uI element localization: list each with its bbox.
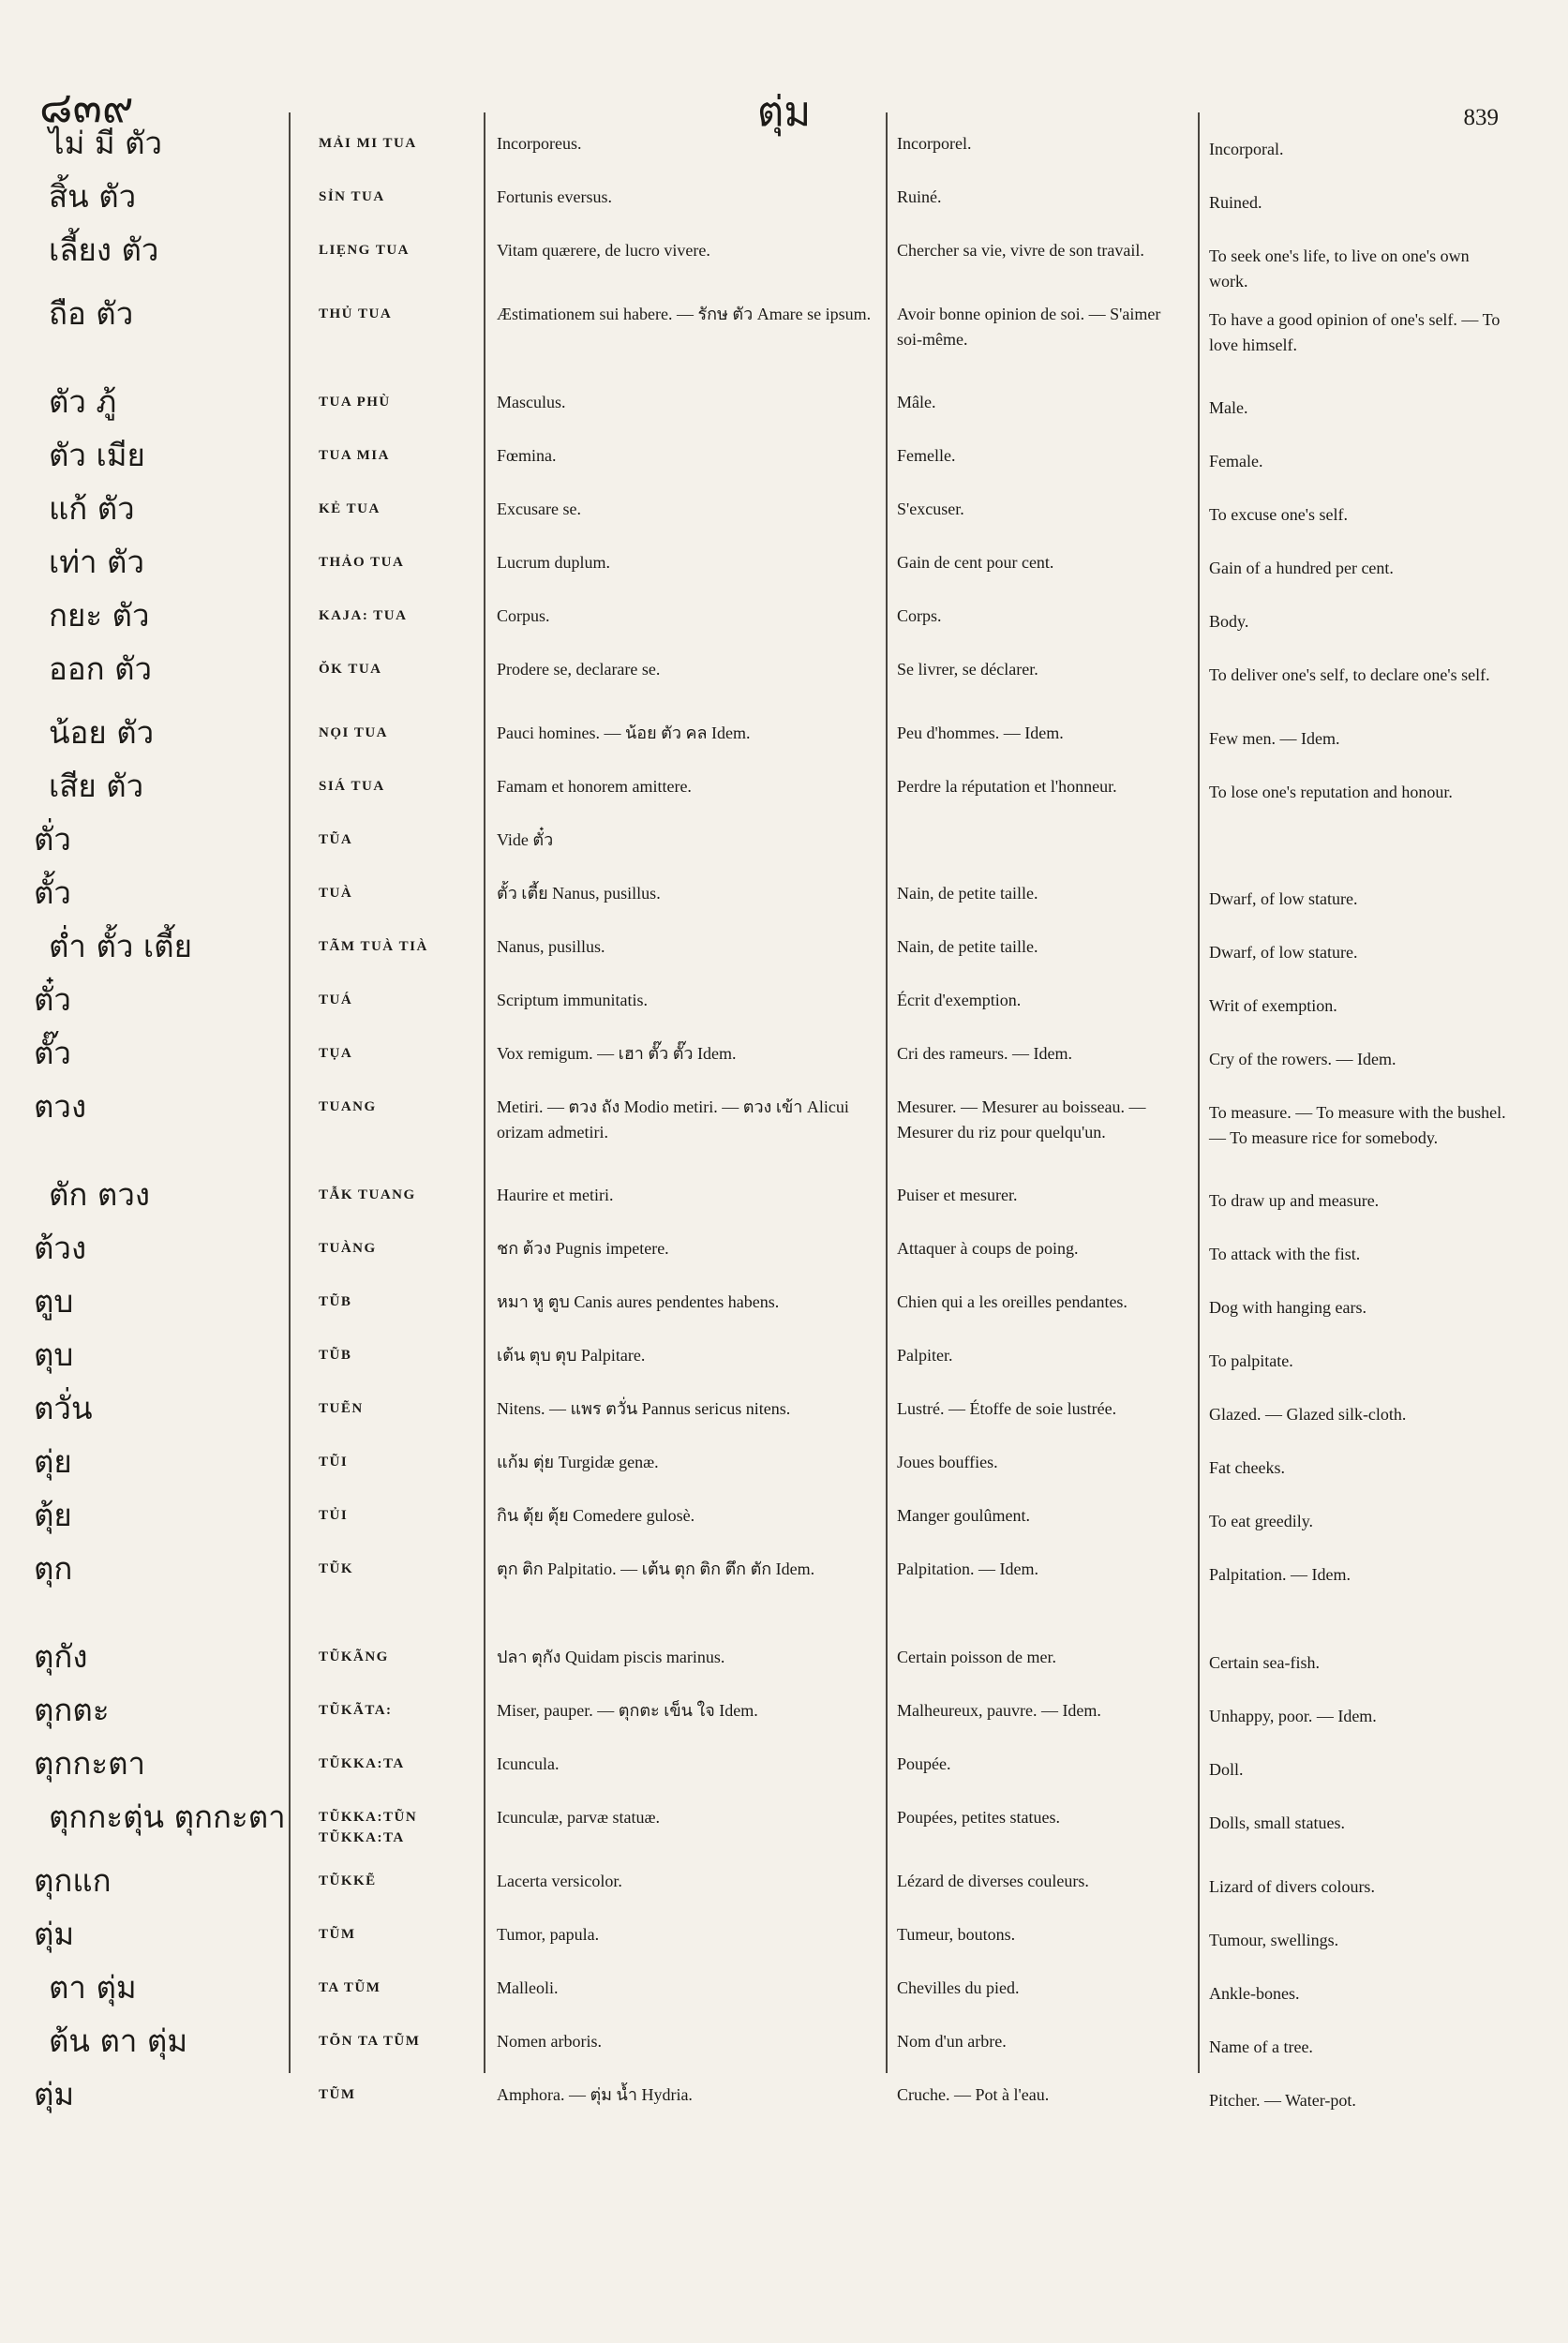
latin-definition: Pauci homines. — น้อย ตัว คล Idem.	[497, 724, 751, 742]
english-definition: Ankle-bones.	[1209, 1984, 1300, 2003]
latin-definition: Fortunis eversus.	[497, 187, 612, 206]
thai-headword: ตั๋ว	[34, 981, 71, 1018]
entry-row	[0, 294, 1568, 382]
english-definition: To eat greedily.	[1209, 1512, 1314, 1530]
english-definition: Female.	[1209, 452, 1263, 470]
entry-row	[0, 2022, 1568, 2075]
romanization: THỦ TUA	[319, 306, 393, 321]
latin-definition: ตั้ว เตี้ย Nanus, pusillus.	[497, 884, 661, 903]
romanization: TUẼN	[319, 1401, 364, 1416]
entry-row	[0, 1336, 1568, 1389]
entry-row	[0, 1229, 1568, 1282]
english-definition: Unhappy, poor. — Idem.	[1209, 1707, 1377, 1725]
latin-definition: กิน ตุ้ย ตุ้ย Comedere gulosè.	[497, 1506, 695, 1525]
english-definition: To deliver one's self, to declare one's self.	[1209, 665, 1490, 684]
french-definition: Manger goulûment.	[897, 1506, 1030, 1525]
french-definition: Écrit d'exemption.	[897, 991, 1022, 1009]
latin-definition: Corpus.	[497, 606, 550, 625]
english-definition: Pitcher. — Water-pot.	[1209, 2091, 1356, 2110]
entry-row	[0, 1442, 1568, 1496]
latin-definition: Miser, pauper. — ตุกตะ เข็น ใจ Idem.	[497, 1701, 758, 1720]
entry-row	[0, 124, 1568, 177]
english-definition: Certain sea-fish.	[1209, 1653, 1320, 1672]
romanization: TŨKKẼ	[319, 1873, 377, 1888]
french-definition: Poupée.	[897, 1754, 951, 1773]
thai-headword: กยะ ตัว	[49, 597, 150, 634]
romanization: TŨM	[319, 2087, 356, 2102]
latin-definition: Scriptum immunitatis.	[497, 991, 648, 1009]
thai-headword: ตุกกะตุ่น ตุกกะตา	[49, 1798, 286, 1835]
english-definition: Ruined.	[1209, 193, 1262, 212]
romanization: TŨA	[319, 832, 353, 847]
english-definition: To excuse one's self.	[1209, 505, 1348, 524]
entry-row	[0, 713, 1568, 767]
thai-headword: ตุกตะ	[34, 1692, 110, 1728]
latin-definition: Lucrum duplum.	[497, 553, 610, 572]
latin-definition: เต้น ตุบ ตุบ Palpitare.	[497, 1346, 646, 1365]
french-definition: Nain, de petite taille.	[897, 937, 1038, 956]
entry-row	[0, 2075, 1568, 2128]
latin-definition: Icuncula.	[497, 1754, 560, 1773]
romanization: TUÀNG	[319, 1241, 377, 1256]
english-definition: To measure. — To measure with the bushel. — To measure rice for somebody.	[1209, 1103, 1506, 1147]
english-definition: To seek one's life, to live on one's own work.	[1209, 246, 1470, 291]
entry-row	[0, 1175, 1568, 1229]
romanization: KẺ TUA	[319, 501, 381, 516]
thai-headword: ตุ้ย	[34, 1497, 72, 1533]
romanization: TÃM TUÀ TIÀ	[319, 939, 428, 954]
english-definition: To attack with the fist.	[1209, 1245, 1361, 1263]
romanization: TUÀ	[319, 886, 353, 901]
thai-headword: ตุบ	[34, 1336, 74, 1373]
latin-definition: หมา หู ตูบ Canis aures pendentes habens.	[497, 1292, 780, 1311]
romanization: TŨKKA:TŨN TŨKKA:TA	[319, 1810, 418, 1845]
romanization: TŨI	[319, 1455, 349, 1470]
thai-headword: ตุ่ม	[34, 1916, 75, 1952]
thai-headword: ตั๊ว	[34, 1035, 71, 1071]
entry-list	[0, 124, 1568, 2128]
english-definition: Palpitation. — Idem.	[1209, 1565, 1351, 1584]
latin-definition: Tumor, papula.	[497, 1925, 600, 1944]
french-definition: Chien qui a les oreilles pendantes.	[897, 1292, 1127, 1311]
latin-definition: Incorporeus.	[497, 134, 582, 153]
entry-row	[0, 873, 1568, 927]
french-definition: Avoir bonne opinion de soi. — S'aimer soi-même.	[897, 305, 1161, 349]
french-definition: Lustré. — Étoffe de soie lustrée.	[897, 1399, 1117, 1418]
french-definition: Puiser et mesurer.	[897, 1186, 1018, 1204]
french-definition: Perdre la réputation et l'honneur.	[897, 777, 1117, 796]
english-definition: Cry of the rowers. — Idem.	[1209, 1050, 1396, 1068]
latin-definition: Vide ตั๋ว	[497, 830, 554, 849]
english-definition: Dolls, small statues.	[1209, 1813, 1345, 1832]
entry-row	[0, 177, 1568, 231]
thai-headword: ต้น ตา ตุ่ม	[49, 2022, 188, 2059]
entry-row	[0, 1389, 1568, 1442]
thai-headword: ตวั่น	[34, 1390, 93, 1426]
romanization: TẪK TUANG	[319, 1187, 416, 1202]
romanization: SIÁ TUA	[319, 779, 385, 794]
thai-headword: ตั่ว	[34, 821, 71, 858]
english-definition: Few men. — Idem.	[1209, 729, 1340, 748]
latin-definition: Excusare se.	[497, 500, 581, 518]
french-definition: Femelle.	[897, 446, 956, 465]
entry-row	[0, 543, 1568, 596]
latin-definition: Haurire et metiri.	[497, 1186, 614, 1204]
thai-headword: ตูบ	[34, 1283, 74, 1320]
running-head-word: ตุ่ม	[756, 88, 812, 136]
french-definition: Incorporel.	[897, 134, 972, 153]
french-definition: Poupées, petites statues.	[897, 1808, 1060, 1827]
thai-headword: ตุกกะตา	[34, 1745, 146, 1782]
thai-headword: แก้ ตัว	[49, 490, 135, 527]
thai-headword: น้อย ตัว	[49, 714, 155, 751]
latin-definition: Vitam quærere, de lucro vivere.	[497, 241, 710, 260]
romanization: TỤA	[319, 1046, 353, 1061]
romanization: TŨKKA:TA	[319, 1756, 405, 1771]
latin-definition: Malleoli.	[497, 1978, 559, 1997]
thai-headword: ตุกัง	[34, 1638, 88, 1675]
english-definition: To palpitate.	[1209, 1351, 1293, 1370]
entry-row	[0, 1915, 1568, 1968]
entry-row	[0, 1549, 1568, 1637]
french-definition: Nain, de petite taille.	[897, 884, 1038, 903]
latin-definition: Nanus, pusillus.	[497, 937, 605, 956]
romanization: LIẸNG TUA	[319, 243, 410, 258]
entry-row	[0, 1637, 1568, 1691]
romanization: TŨKÃNG	[319, 1649, 389, 1664]
english-definition: To lose one's reputation and honour.	[1209, 783, 1453, 801]
thai-page-number: ๘๓๙	[39, 82, 134, 132]
french-definition: Palpiter.	[897, 1346, 953, 1365]
thai-headword: เสีย ตัว	[49, 768, 144, 804]
romanization: TỦI	[319, 1508, 349, 1523]
french-definition: Malheureux, pauvre. — Idem.	[897, 1701, 1101, 1720]
entry-row	[0, 767, 1568, 820]
entry-row	[0, 1861, 1568, 1915]
latin-definition: ปลา ตุกัง Quidam piscis marinus.	[497, 1648, 725, 1666]
thai-headword: เลี้ยง ตัว	[49, 231, 159, 268]
english-definition: To have a good opinion of one's self. — To love himself.	[1209, 310, 1501, 354]
romanization: TA TŨM	[319, 1980, 381, 1995]
english-definition: Lizard of divers colours.	[1209, 1877, 1375, 1896]
entry-row	[0, 649, 1568, 713]
romanization: TUÁ	[319, 992, 353, 1007]
french-definition: Nom d'un arbre.	[897, 2032, 1007, 2051]
romanization: TŨB	[319, 1348, 352, 1363]
french-definition: S'excuser.	[897, 500, 964, 518]
english-definition: To draw up and measure.	[1209, 1191, 1380, 1210]
thai-headword: ตุกแก	[34, 1862, 112, 1899]
english-definition: Male.	[1209, 398, 1248, 417]
french-definition: Corps.	[897, 606, 942, 625]
entry-row	[0, 1798, 1568, 1861]
thai-headword: ต้วง	[34, 1230, 87, 1266]
french-definition: Tumeur, boutons.	[897, 1925, 1016, 1944]
thai-headword: เท่า ตัว	[49, 544, 145, 580]
thai-headword: ตุก	[34, 1550, 73, 1587]
thai-headword: ตัว เมีย	[49, 437, 145, 473]
english-definition: Writ of exemption.	[1209, 996, 1337, 1015]
latin-definition: Prodere se, declarare se.	[497, 660, 661, 679]
latin-definition: Icunculæ, parvæ statuæ.	[497, 1808, 660, 1827]
english-definition: Tumour, swellings.	[1209, 1931, 1339, 1949]
french-definition: Peu d'hommes. — Idem.	[897, 724, 1064, 742]
romanization: TUA MIA	[319, 448, 390, 463]
entry-row	[0, 1744, 1568, 1798]
latin-definition: Lacerta versicolor.	[497, 1872, 622, 1890]
thai-headword: สิ้น ตัว	[49, 178, 137, 215]
english-definition: Fat cheeks.	[1209, 1458, 1285, 1477]
romanization: MẢI MI TUA	[319, 136, 417, 151]
latin-definition: แก้ม ตุ่ย Turgidæ genæ.	[497, 1453, 659, 1471]
french-definition: Gain de cent pour cent.	[897, 553, 1054, 572]
romanization: THẢO TUA	[319, 555, 405, 570]
thai-headword: ตัก ตวง	[49, 1176, 150, 1213]
latin-definition: Fœmina.	[497, 446, 557, 465]
romanization: TŨK	[319, 1561, 354, 1576]
latin-definition: ชก ต้วง Pugnis impetere.	[497, 1239, 669, 1258]
thai-headword: ถือ ตัว	[49, 295, 134, 332]
romanization: TUANG	[319, 1099, 377, 1114]
french-definition: Palpitation. — Idem.	[897, 1560, 1038, 1578]
entry-row	[0, 596, 1568, 649]
romanization: SỈN TUA	[319, 189, 385, 204]
entry-row	[0, 1087, 1568, 1175]
thai-headword: ตุ่ม	[34, 2076, 75, 2112]
french-definition: Attaquer à coups de poing.	[897, 1239, 1079, 1258]
thai-headword: ตัว ภู้	[49, 383, 117, 420]
thai-headword: ตวง	[34, 1088, 87, 1125]
english-definition: Dog with hanging ears.	[1209, 1298, 1366, 1317]
french-definition: Joues bouffies.	[897, 1453, 998, 1471]
french-definition: Chercher sa vie, vivre de son travail.	[897, 241, 1144, 260]
thai-headword: ตั้ว	[34, 874, 71, 911]
entry-row	[0, 1691, 1568, 1744]
english-definition: Doll.	[1209, 1760, 1244, 1779]
entry-row	[0, 231, 1568, 294]
entry-row	[0, 1496, 1568, 1549]
entry-row	[0, 927, 1568, 980]
romanization: TŨKÃTA:	[319, 1703, 393, 1718]
thai-headword: ออก ตัว	[49, 650, 153, 687]
entry-row	[0, 436, 1568, 489]
french-definition: Cri des rameurs. — Idem.	[897, 1044, 1072, 1063]
french-definition: Certain poisson de mer.	[897, 1648, 1056, 1666]
romanization: TUA PHÙ	[319, 395, 391, 410]
entry-row	[0, 1034, 1568, 1087]
latin-definition: Masculus.	[497, 393, 566, 411]
latin-definition: Vox remigum. — เฮา ตั๊ว ตั๊ว Idem.	[497, 1044, 737, 1063]
latin-definition: Æstimationem sui habere. — รักษ ตัว Amare se ipsum.	[497, 305, 872, 323]
entry-row	[0, 382, 1568, 436]
romanization: TŨB	[319, 1294, 352, 1309]
romanization: ŎK TUA	[319, 662, 382, 677]
thai-headword: ตา ตุ่ม	[49, 1969, 137, 2006]
thai-headword: ไม่ มี ตัว	[49, 125, 163, 161]
latin-definition: Nitens. — แพร ตวั่น Pannus sericus nitens.	[497, 1399, 791, 1418]
thai-headword: ตุ่ย	[34, 1443, 72, 1480]
latin-definition: ตุก ติก Palpitatio. — เต้น ตุก ติก ตึก ตัก Idem.	[497, 1560, 815, 1578]
page-number: 839	[1463, 105, 1499, 130]
french-definition: Ruiné.	[897, 187, 942, 206]
latin-definition: Amphora. — ตุ่ม น้ำ Hydria.	[497, 2085, 693, 2104]
english-definition: Dwarf, of low stature.	[1209, 889, 1358, 908]
latin-definition: Nomen arboris.	[497, 2032, 602, 2051]
french-definition: Se livrer, se déclarer.	[897, 660, 1038, 679]
entry-row	[0, 980, 1568, 1034]
entry-row	[0, 820, 1568, 873]
english-definition: Dwarf, of low stature.	[1209, 943, 1358, 962]
english-definition: Gain of a hundred per cent.	[1209, 559, 1394, 577]
entry-row	[0, 489, 1568, 543]
english-definition: Body.	[1209, 612, 1249, 631]
french-definition: Chevilles du pied.	[897, 1978, 1020, 1997]
latin-definition: Famam et honorem amittere.	[497, 777, 692, 796]
romanization: TÕN TA TŨM	[319, 2034, 421, 2049]
latin-definition: Metiri. — ตวง ถัง Modio metiri. — ตวง เข้า Alicui orizam admetiri.	[497, 1097, 849, 1142]
english-definition: Glazed. — Glazed silk-cloth.	[1209, 1405, 1407, 1424]
romanization: TŨM	[319, 1927, 356, 1942]
romanization: NỌI TUA	[319, 725, 388, 740]
french-definition: Mesurer. — Mesurer au boisseau. — Mesurer du riz pour quelqu'un.	[897, 1097, 1146, 1142]
entry-row	[0, 1282, 1568, 1336]
french-definition: Lézard de diverses couleurs.	[897, 1872, 1089, 1890]
romanization: KAJA: TUA	[319, 608, 408, 623]
thai-headword: ต่ำ ตั้ว เตี้ย	[49, 928, 192, 964]
entry-row	[0, 1968, 1568, 2022]
english-definition: Incorporal.	[1209, 140, 1284, 158]
french-definition: Mâle.	[897, 393, 936, 411]
french-definition: Cruche. — Pot à l'eau.	[897, 2085, 1050, 2104]
english-definition: Name of a tree.	[1209, 2037, 1313, 2056]
